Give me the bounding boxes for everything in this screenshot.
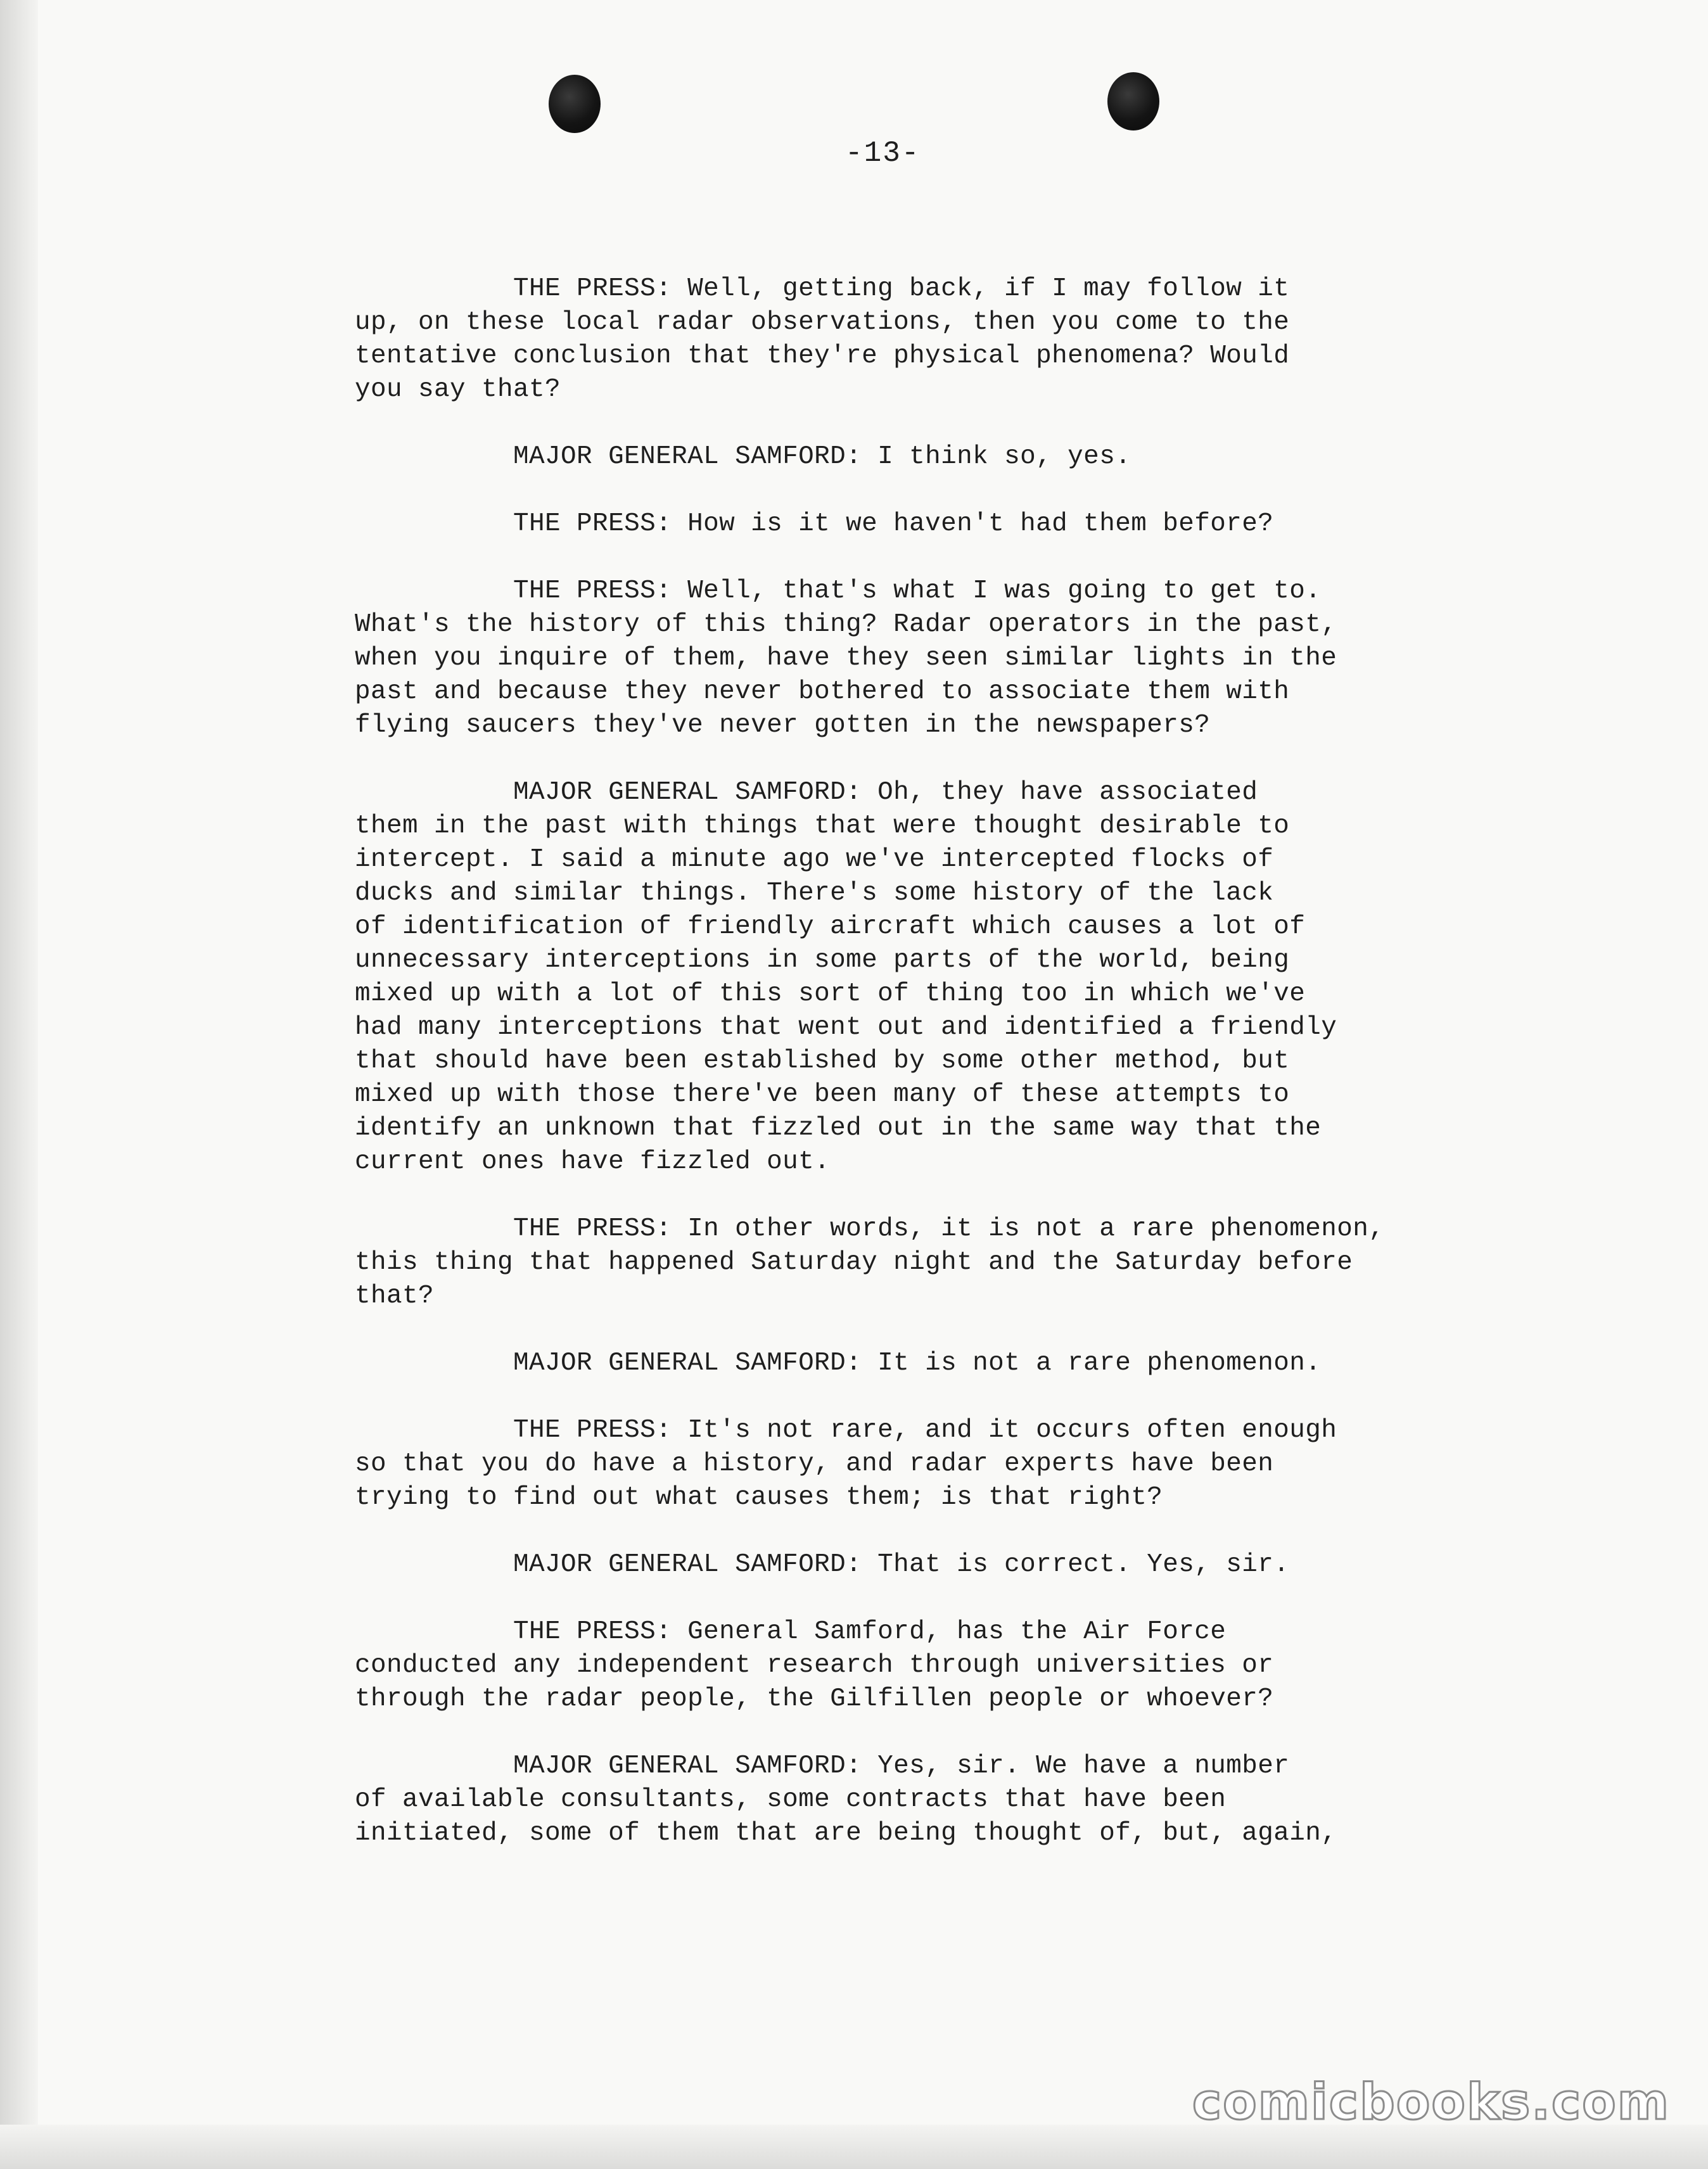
watermark: comicbooks.com xyxy=(1192,2074,1670,2131)
transcript-line: MAJOR GENERAL SAMFORD: That is correct. Yes, sir. xyxy=(355,1550,1290,1579)
transcript-line: flying saucers they've never gotten in the newspapers? xyxy=(355,711,1211,740)
transcript-line: initiated, some of them that are being thought of, but, again, xyxy=(355,1819,1337,1848)
transcript-paragraph xyxy=(355,1212,1527,1313)
transcript-line: that should have been established by some other method, but xyxy=(355,1046,1290,1076)
transcript-line: MAJOR GENERAL SAMFORD: It is not a rare phenomenon. xyxy=(355,1349,1322,1378)
transcript-line: up, on these local radar observations, then you come to the xyxy=(355,308,1290,337)
transcript-line: so that you do have a history, and radar experts have been xyxy=(355,1449,1274,1479)
transcript-line: when you inquire of them, have they seen similar lights in the xyxy=(355,644,1337,673)
transcript-line: them in the past with things that were thought desirable to xyxy=(355,811,1290,841)
transcript-line: intercept. I said a minute ago we've intercepted flocks of xyxy=(355,845,1274,874)
transcript-line: THE PRESS: In other words, it is not a rare phenomenon, xyxy=(355,1214,1385,1244)
punch-hole-right xyxy=(1107,72,1159,130)
transcript-line: past and because they never bothered to associate them with xyxy=(355,677,1290,706)
transcript-paragraph xyxy=(355,272,1527,407)
transcript-paragraph xyxy=(355,575,1527,742)
transcript-line: identify an unknown that fizzled out in the same way that the xyxy=(355,1114,1322,1143)
page-number: -13- xyxy=(845,137,921,170)
transcript-line: mixed up with a lot of this sort of thing too in which we've xyxy=(355,979,1306,1008)
transcript-line: unnecessary interceptions in some parts of the world, being xyxy=(355,946,1290,975)
transcript-line: MAJOR GENERAL SAMFORD: Yes, sir. We have a number xyxy=(355,1752,1290,1781)
transcript-body xyxy=(355,272,1527,1850)
transcript-line: that? xyxy=(355,1282,435,1311)
transcript-line: tentative conclusion that they're physical phenomena? Would xyxy=(355,341,1290,371)
transcript-line: THE PRESS: General Samford, has the Air Force xyxy=(355,1617,1227,1646)
page-shadow-bottom xyxy=(0,2125,1708,2169)
transcript-line: through the radar people, the Gilfillen people or whoever? xyxy=(355,1684,1274,1714)
transcript-line: trying to find out what causes them; is that right? xyxy=(355,1483,1163,1512)
transcript-line: current ones have fizzled out. xyxy=(355,1147,831,1176)
transcript-line: this thing that happened Saturday night and the Saturday before xyxy=(355,1248,1353,1277)
transcript-line: of available consultants, some contracts that have been xyxy=(355,1785,1227,1814)
transcript-line: you say that? xyxy=(355,375,561,404)
transcript-line: THE PRESS: How is it we haven't had them before? xyxy=(355,509,1274,538)
transcript-paragraph xyxy=(355,440,1527,474)
transcript-paragraph xyxy=(355,1615,1527,1716)
transcript-paragraph xyxy=(355,1347,1527,1380)
transcript-paragraph xyxy=(355,776,1527,1179)
transcript-line: MAJOR GENERAL SAMFORD: I think so, yes. xyxy=(355,442,1131,471)
transcript-line: What's the history of this thing? Radar operators in the past, xyxy=(355,610,1337,639)
transcript-line: THE PRESS: Well, getting back, if I may follow it xyxy=(355,274,1290,303)
transcript-paragraph xyxy=(355,1750,1527,1850)
transcript-line: had many interceptions that went out and identified a friendly xyxy=(355,1013,1337,1042)
transcript-line: conducted any independent research through universities or xyxy=(355,1651,1274,1680)
transcript-line: MAJOR GENERAL SAMFORD: Oh, they have associated xyxy=(355,778,1258,807)
punch-hole-left xyxy=(549,75,601,133)
transcript-paragraph xyxy=(355,1548,1527,1582)
transcript-paragraph xyxy=(355,507,1527,541)
page-shadow-left xyxy=(0,0,38,2169)
transcript-paragraph xyxy=(355,1414,1527,1515)
transcript-line: ducks and similar things. There's some history of the lack xyxy=(355,879,1274,908)
transcript-line: THE PRESS: Well, that's what I was going to get to. xyxy=(355,576,1322,606)
transcript-line: mixed up with those there've been many of these attempts to xyxy=(355,1080,1290,1109)
transcript-line: of identification of friendly aircraft which causes a lot of xyxy=(355,912,1306,941)
transcript-line: THE PRESS: It's not rare, and it occurs often enough xyxy=(355,1416,1337,1445)
